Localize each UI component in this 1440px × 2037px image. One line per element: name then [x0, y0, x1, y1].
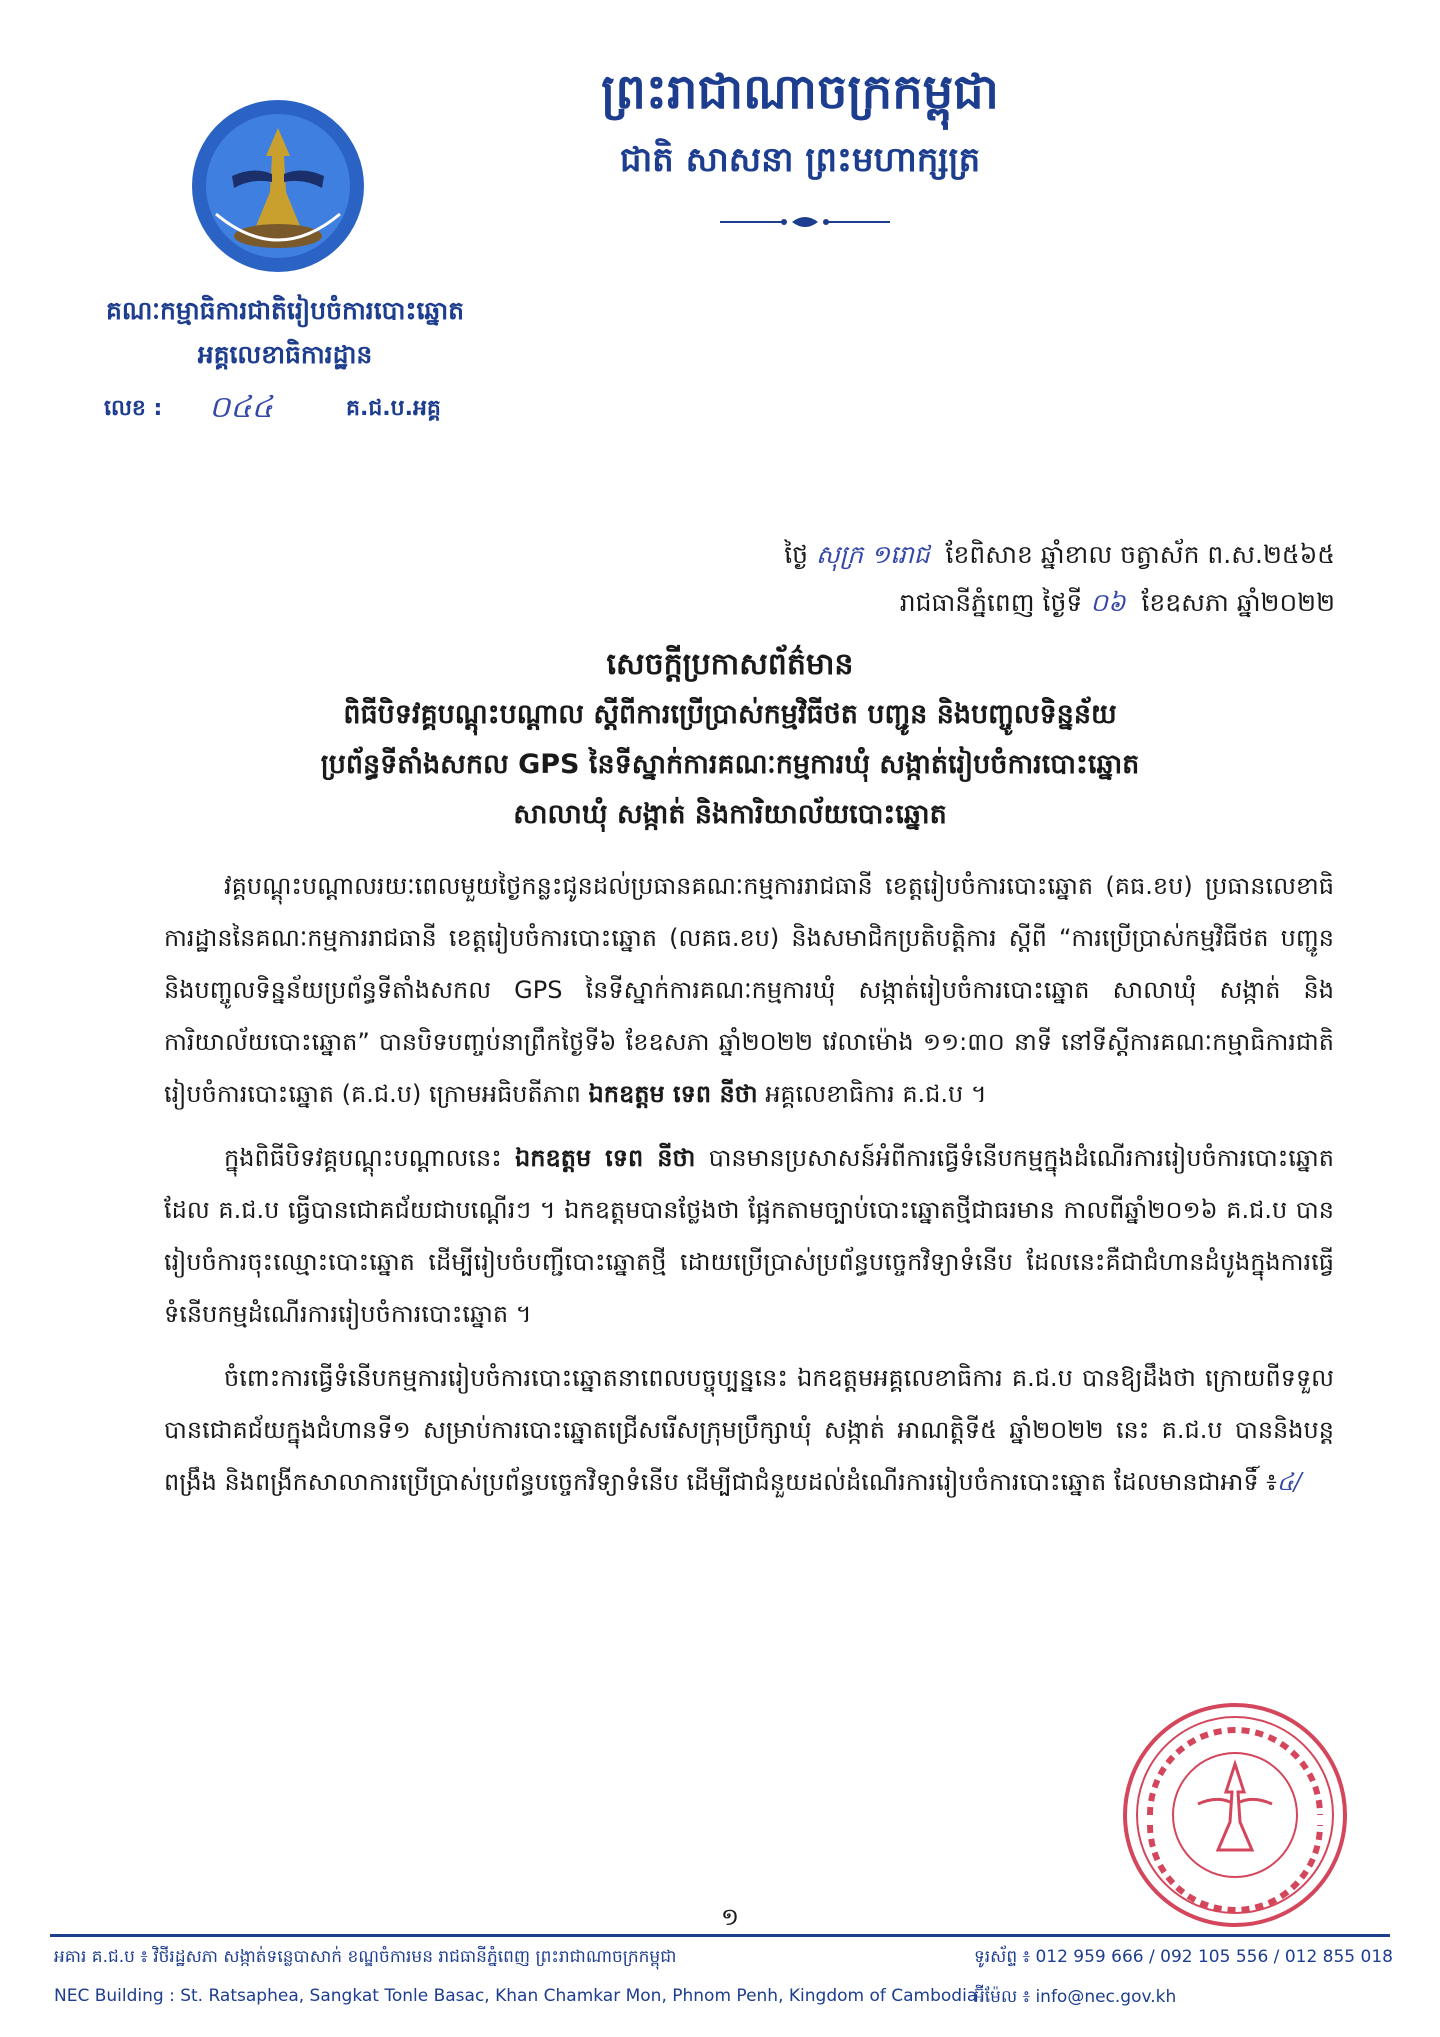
lunar-date	[615, 540, 1335, 576]
body-text	[164, 860, 1334, 1508]
paragraph-2	[164, 1132, 1334, 1340]
reference-number: ០៤៤	[209, 390, 273, 425]
paragraph-2-start: ក្នុងពិធីបិទវគ្គបណ្ដុះបណ្ដាលនេះ	[224, 1144, 515, 1172]
paragraph-3-handwritten: ៤/	[1276, 1468, 1302, 1496]
title-line-3: ប្រព័ន្ធទីតាំងសកល GPS នៃទីស្នាក់ការគណៈកម្មការឃុំ សង្កាត់រៀបចំការបោះឆ្នោត	[320, 749, 1140, 780]
title-line-2: ពិធីបិទវគ្គបណ្ដុះបណ្ដាល ស្ដីពីការប្រើប្រាស់កម្មវិធីថត បញ្ជូន និងបញ្ចូលទិន្នន័យ	[343, 699, 1117, 730]
lunar-rest: ខែពិសាខ ឆ្នាំខាល ចត្វាស័ក ព.ស.២៥៦៥	[945, 540, 1335, 569]
solar-prefix: រាជធានីភ្នំពេញ ថ្ងៃទី	[899, 588, 1083, 617]
secretariat-name: អគ្គលេខាធិការដ្ឋាន	[197, 340, 373, 369]
paragraph-3	[164, 1352, 1334, 1508]
ornament-divider-icon	[720, 212, 890, 232]
solar-rest: ខែឧសភា ឆ្នាំ២០២២	[1141, 588, 1335, 617]
paragraph-1	[164, 860, 1334, 1120]
title-line-4: សាលាឃុំ សង្កាត់ និងការិយាល័យបោះឆ្នោត	[513, 799, 947, 830]
press-release-title	[130, 640, 1330, 840]
lunar-day-handwritten: សុក្រ ១រោជ	[815, 540, 930, 569]
national-motto: ជាតិ សាសនា ព្រះមហាក្សត្រ	[619, 140, 981, 180]
lunar-prefix: ថ្ងៃ	[784, 540, 808, 569]
kingdom-heading: ព្រះរាជាណាចក្រកម្ពុជា	[601, 64, 999, 120]
nec-emblem-icon	[188, 96, 368, 276]
solar-date	[615, 588, 1335, 624]
footer-address-khmer: អគារ គ.ជ.ប ៖ វិថីរដ្ឋសភា សង្កាត់ទន្លេបាសាក់ ខណ្ឌចំការមន រាជធានីភ្នំពេញ ព្រះរាជាណាចក្រកម្ពុជា	[54, 1947, 677, 1967]
committee-name: គណៈកម្មាធិការជាតិរៀបចំការបោះឆ្នោត	[105, 296, 465, 325]
solar-day-handwritten: ០៦	[1090, 588, 1126, 617]
footer-phone: ទូរស័ព្ទ ៖ 012 959 666 / 092 105 556 / 012 855 018	[974, 1947, 1393, 1967]
paragraph-2-bold-name: ឯកឧត្ដម ទេព នីថា	[515, 1144, 696, 1172]
reference-code: គ.ជ.ប.អគ្គ	[346, 396, 441, 421]
paragraph-3-text: ចំពោះការធ្វើទំនើបកម្មការរៀបចំការបោះឆ្នោតនាពេលបច្ចុប្បន្ននេះ ឯកឧត្ដមអគ្គលេខាធិការ គ.ជ.ប បានឱ្យដឹងថា ក្រោយពីទទួលបានជោគជ័យក្នុងជំហានទី១ សម្រាប់ការបោះឆ្នោតជ្រើសរើសក្រុមប្រឹក្សាឃុំ សង្កាត់ អាណត្តិទី៥ ឆ្នាំ២០២២ នេះ គ.ជ.ប បាននិងបន្តពង្រឹង និងពង្រីកសាលាការប្រើប្រាស់ប្រព័ន្ធបច្ចេកវិទ្យាទំនើប ដើម្បីជាជំនួយដល់ដំណើរការរៀបចំការបោះឆ្នោត ដែលមានជាអាទិ៍ ៖	[164, 1364, 1334, 1496]
reference-number-row	[104, 392, 484, 428]
footer	[54, 1944, 1394, 2024]
paragraph-1-bold-name: ឯកឧត្ដម ទេព នីថា	[588, 1080, 758, 1108]
footer-email: អ៊ីម៉ែល ៖ info@nec.gov.kh	[974, 1987, 1177, 2007]
paragraph-2-rest: បានមានប្រសាសន៍អំពីការធ្វើទំនើបកម្មក្នុងដំណើរការរៀបចំការបោះឆ្នោតដែល គ.ជ.ប ធ្វើបានជោគជ័យជាបណ្ដើរៗ ។ ឯកឧត្ដមបានថ្លែងថា ផ្អែកតាមច្បាប់បោះឆ្នោតថ្មីជាធរមាន កាលពីឆ្នាំ២០១៦ គ.ជ.ប បានរៀបចំការចុះឈ្មោះបោះឆ្នោត ដើម្បីរៀបចំបញ្ជីបោះឆ្នោតថ្មី ដោយប្រើប្រាស់ប្រព័ន្ធបច្ចេកវិទ្យាទំនើប ដែលនេះគឺជាជំហានដំបូងក្នុងការធ្វើទំនើបកម្មដំណើរការរៀបចំការបោះឆ្នោត ។	[164, 1144, 1334, 1328]
paragraph-1-end: អគ្គលេខាធិការ គ.ជ.ប ។	[757, 1080, 987, 1108]
footer-address-english: NEC Building : St. Ratsaphea, Sangkat Tonle Basac, Khan Chamkar Mon, Phnom Penh, Kingdom of Cambodia	[54, 1986, 978, 2006]
footer-divider	[50, 1934, 1390, 1937]
reference-label: លេខ :	[104, 396, 163, 421]
page-number: ១	[720, 1903, 740, 1931]
paragraph-1-text: វគ្គបណ្ដុះបណ្ដាលរយៈពេលមួយថ្ងៃកន្លះជូនដល់ប្រធានគណៈកម្មការរាជធានី ខេត្តរៀបចំការបោះឆ្នោត (គធ.ខប) ប្រធានលេខាធិការដ្ឋាននៃគណៈកម្មការរាជធានី ខេត្តរៀបចំការបោះឆ្នោត (លគធ.ខប) និងសមាជិកប្រតិបត្តិការ ស្ដីពី “ការប្រើប្រាស់កម្មវិធីថត បញ្ជូន និងបញ្ចូលទិន្នន័យប្រព័ន្ធទីតាំងសកល GPS នៃទីស្នាក់ការគណៈកម្មការឃុំ សង្កាត់រៀបចំការបោះឆ្នោត សាលាឃុំ សង្កាត់ និងការិយាល័យបោះឆ្នោត” បានបិទបញ្ចប់នាព្រឹកថ្ងៃទី៦ ខែឧសភា ឆ្នាំ២០២២ វេលាម៉ោង ១១:៣០ នាទី នៅទីស្ដីការគណៈកម្មាធិការជាតិរៀបចំការបោះឆ្នោត (គ.ជ.ប) ក្រោមអធិបតីភាព	[164, 872, 1334, 1108]
title-line-1: សេចក្ដីប្រកាសព័ត៌មាន	[606, 647, 854, 682]
official-red-seal-icon	[1120, 1700, 1350, 1930]
